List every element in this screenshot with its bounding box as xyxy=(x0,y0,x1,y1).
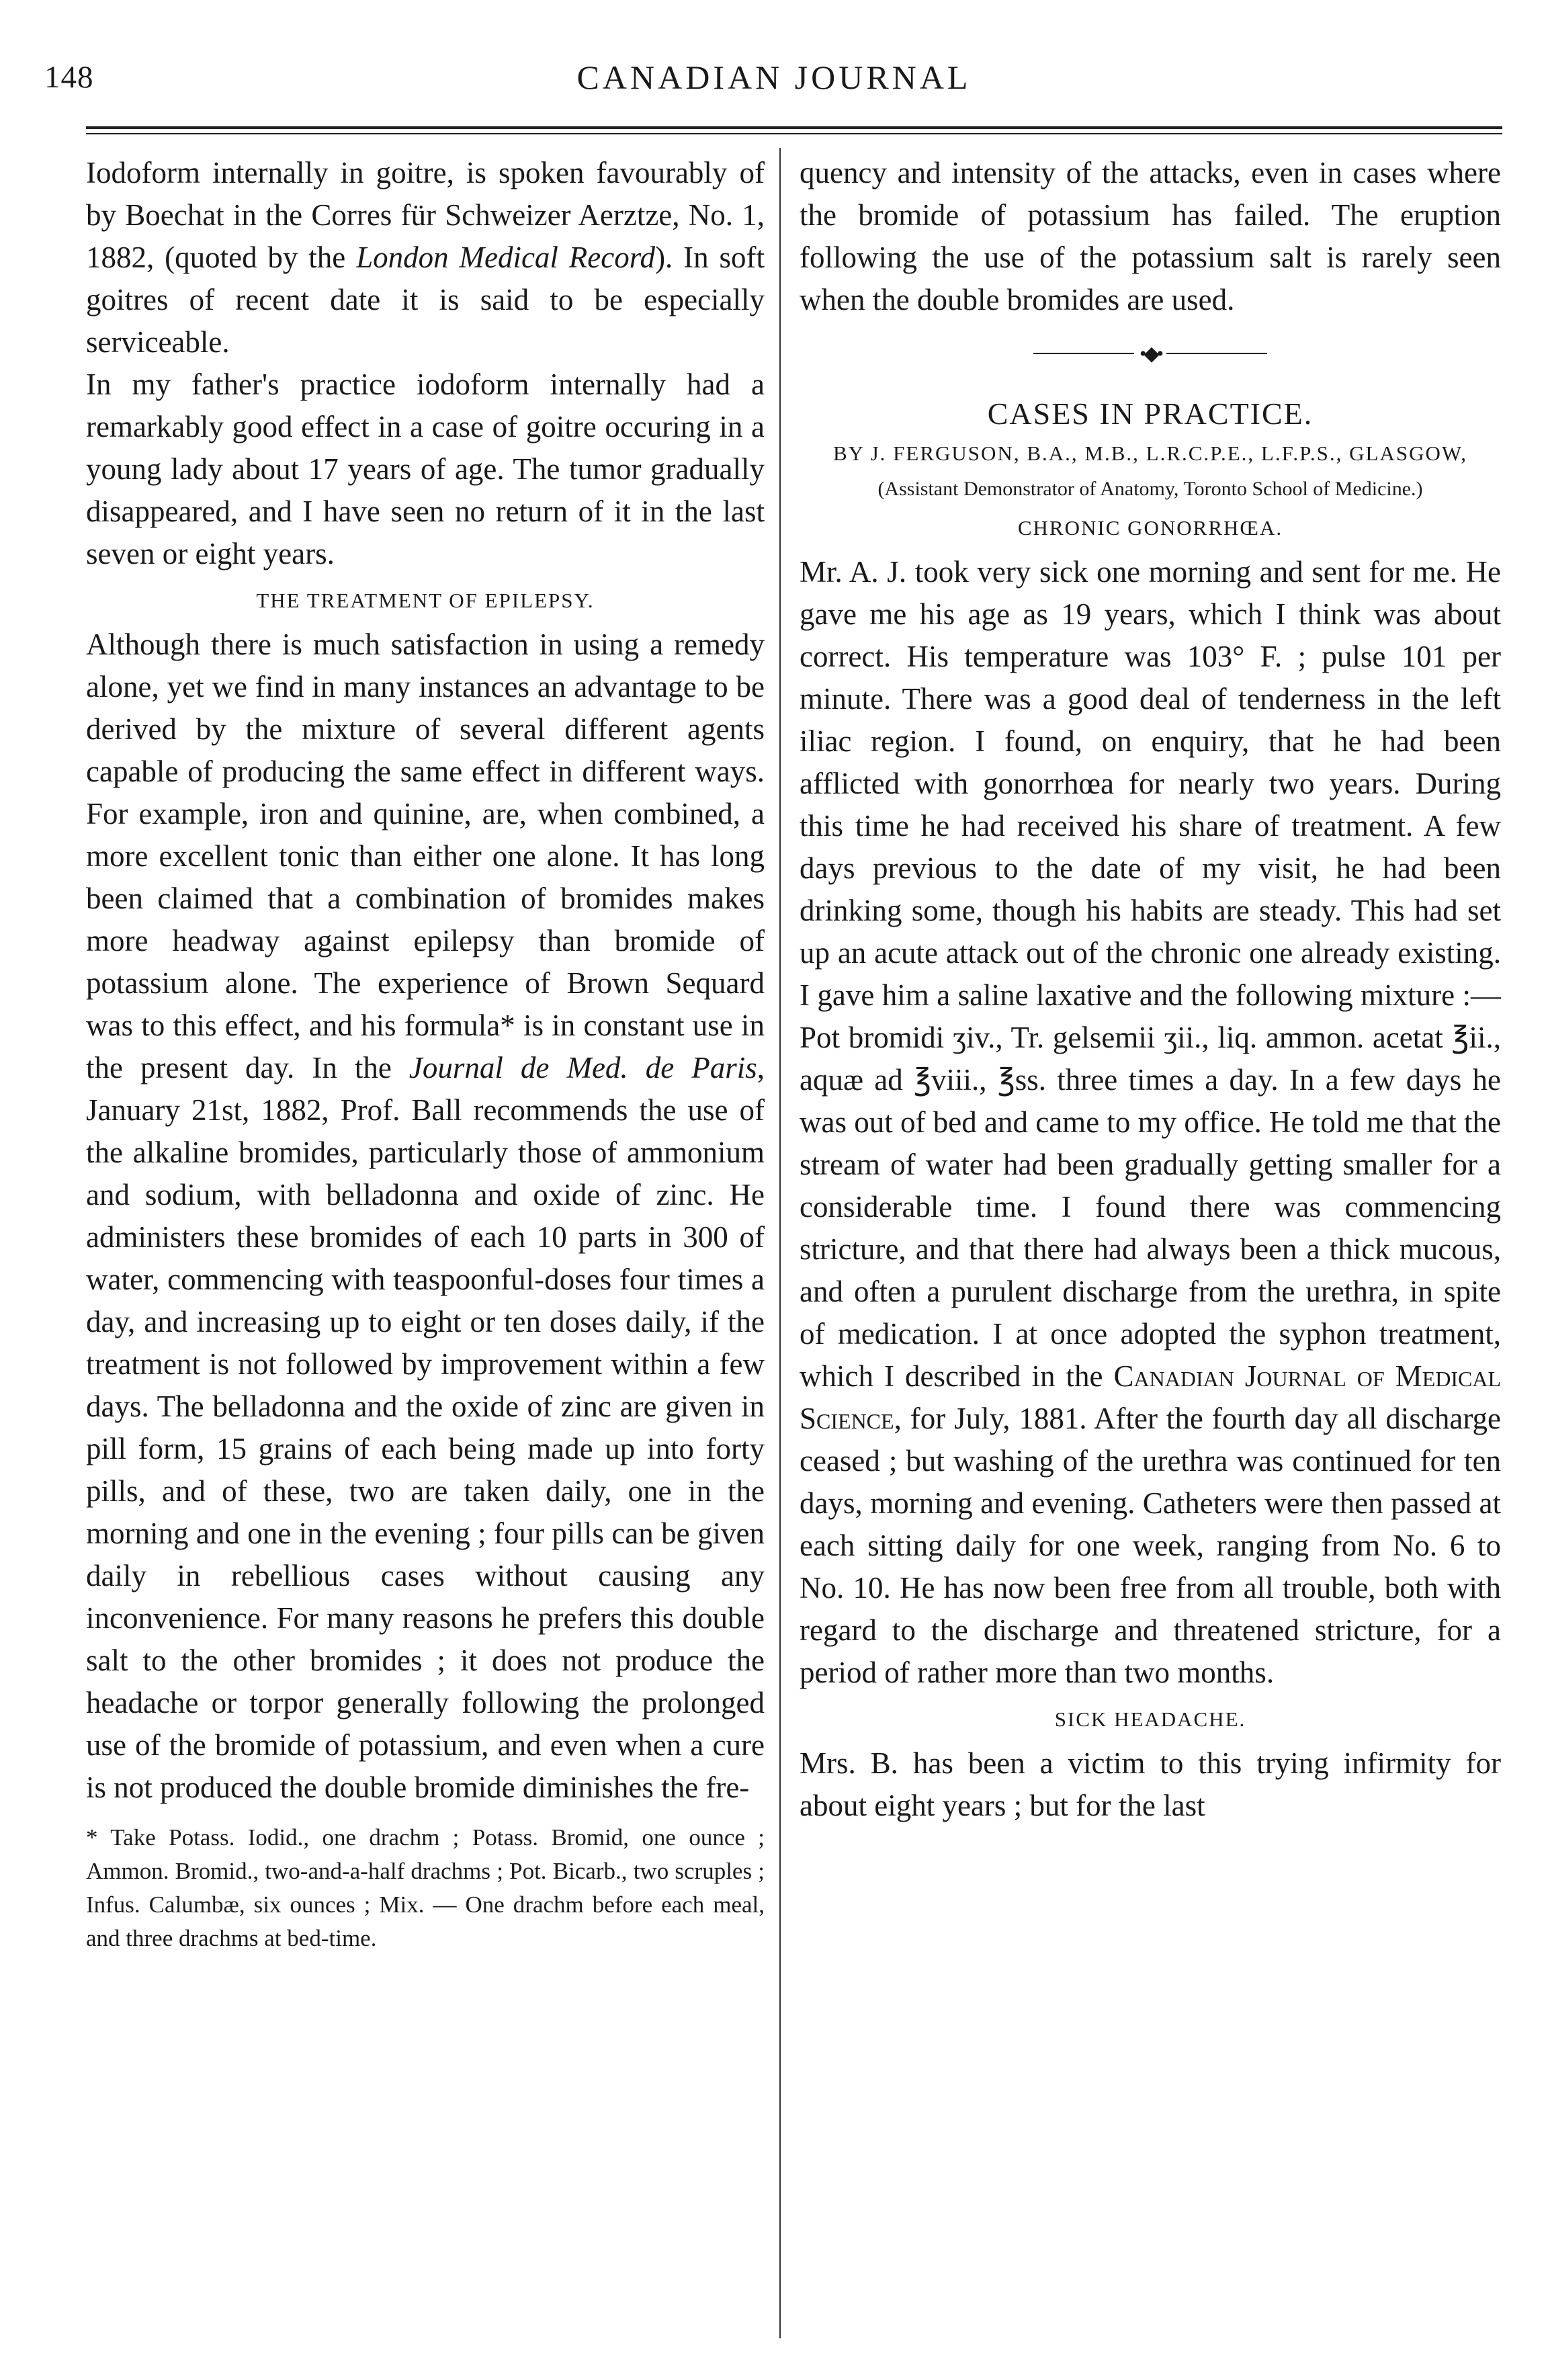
page-number: 148 xyxy=(44,60,94,95)
text-segment: ). In soft goitres of recent date it is said to be especially serviceable. xyxy=(86,241,765,359)
footnote: * Take Potass. Iodid., one drachm ; Potass. Bromid, one ounce ; Ammon. Bromid., two-and-a-half drachms ; Pot. Bicarb., two scruples ; Infus. Calumbæ, six ounces ; Mix. — One drachm before each meal, and three drachms at bed-time. xyxy=(86,1824,765,1951)
ornament-glyph: •◆• xyxy=(1139,342,1162,365)
text-segment: , January 21st, 1882, Prof. Ball recommends the use of the alkaline bromides, particularly those of ammonium and sodium, with belladonna and oxide of zinc. He administers these bromides of each 10 parts in 300 of water, commencing with teaspoonful-doses four times a day, and increasing up to eight or ten doses daily, if the treatment is not followed by improvement within a few days. The belladonna and the oxide of zinc are given in pill form, 15 grains of each being made up into forty pills, and of these, two are taken daily, one in the morning and one in the evening ; four pills can be given daily in rebellious cases without causing any inconvenience. For many reasons he prefers this double salt to the other bromides ; it does not produce the headache or torpor generally following the prolonged use of the bromide of potassium, and even when a cure is not produced the double bromide diminishes the fre- xyxy=(86,1051,765,1804)
text-segment: Mr. A. J. took very sick one morning and sent for me. He gave me his age as 19 years, which I think was about correct. His temperature was 103° F. ; pulse 101 per minute. There was a good deal of tenderness in the left iliac region. I found, on enquiry, that he had been afflicted with gonorrhœa for nearly two years. During this time he had received his share of treatment. A few days previous to the date of my visit, he had been drinking some, though his habits are steady. This had set up an acute attack out of the chronic one already existing. I gave him a saline laxative and the following mixture :—Pot bromidi ʒiv., Tr. gelsemii ʒii., liq. ammon. acetat ℥ii., aquæ ad ℥viii., ℥ss. three times a day. In a few days he was out of bed and came to my office. He told me that the stream of water had been gradually getting smaller for a considerable time. I found there was commencing stricture, and that there had always been a thick mucous, and often a purulent discharge from the urethra, in spite of medication. I at once adopted the syphon treatment, which I described in the xyxy=(800,555,1501,1393)
subheading-gonorrhoea: CHRONIC GONORRHŒA. xyxy=(1017,516,1283,540)
header-rule-thick xyxy=(86,126,1502,129)
text-segment: Although there is much satisfaction in using a remedy alone, yet we find in many instances an advantage to be derived by the mixture of several different agents capable of producing the same effect in different ways. For example, iron and quinine, are, when combined, a more excellent tonic than either one alone. It has long been claimed that a combination of bromides makes more headway against epilepsy than bromide of potassium alone. The experience of Brown Sequard was to this effect, and his formula* is in constant use in the present day. In the xyxy=(86,628,765,1085)
text-segment: , for July, 1881. After the fourth day all discharge ceased ; but washing of the urethra was continued for ten days, morning and evening. Catheters were then passed at each sitting daily for one week, ranging from No. 6 to No. 10. He has now been free from all trouble, both with regard to the discharge and threatened stricture, for a period of rather more than two months. xyxy=(800,1402,1501,1689)
page-header xyxy=(44,52,1504,106)
source-title-italic: London Medical Record xyxy=(356,241,656,274)
running-title: CANADIAN JOURNAL xyxy=(576,58,972,96)
header-rule-thin xyxy=(86,133,1502,134)
source-title-italic: Journal de Med. de Paris xyxy=(408,1051,757,1085)
ornament-line-right xyxy=(1166,353,1267,354)
paragraph-case-mr-aj xyxy=(800,551,1501,1694)
paragraph-iodoform-goitre xyxy=(86,152,765,364)
paragraph-fathers-practice: In my father's practice iodoform internally had a remarkably good effect in a case of goitre occuring in a young lady about 17 years of age. The tumor gradually disappeared, and I have seen no return of it in the last seven or eight years. xyxy=(86,368,765,570)
column-divider xyxy=(779,148,781,2338)
text-segment: Iodoform internally in goitre, is spoken favourably of by Boechat in the Corres für Schweizer Aerztze, No. 1, 1882, (quoted by the xyxy=(86,156,765,274)
author-affiliation: (Assistant Demonstrator of Anatomy, Toronto School of Medicine.) xyxy=(877,478,1423,500)
section-heading-epilepsy: THE TREATMENT OF EPILEPSY. xyxy=(256,589,595,612)
section-ornament xyxy=(800,333,1501,374)
left-column xyxy=(86,152,765,1955)
section-heading-cases: CASES IN PRACTICE. xyxy=(987,396,1314,431)
subheading-sick-headache: SICK HEADACHE. xyxy=(1054,1707,1246,1731)
paragraph-epilepsy-treatment xyxy=(86,624,765,1809)
paragraph-continuation: quency and intensity of the attacks, even in cases where the bromide of potassium has failed. The eruption following the use of the potassium salt is rarely seen when the double bromides are used. xyxy=(800,156,1501,316)
right-column xyxy=(800,152,1501,1827)
ornament-line-left xyxy=(1033,353,1134,354)
paragraph-case-mrs-b: Mrs. B. has been a victim to this trying infirmity for about eight years ; but for the last xyxy=(800,1746,1501,1822)
author-byline: BY J. FERGUSON, B.A., M.B., L.R.C.P.E., L.F.P.S., GLASGOW, xyxy=(832,441,1468,465)
journal-name-smallcaps: Canadian Journal of Medical Science xyxy=(800,1359,1502,1435)
